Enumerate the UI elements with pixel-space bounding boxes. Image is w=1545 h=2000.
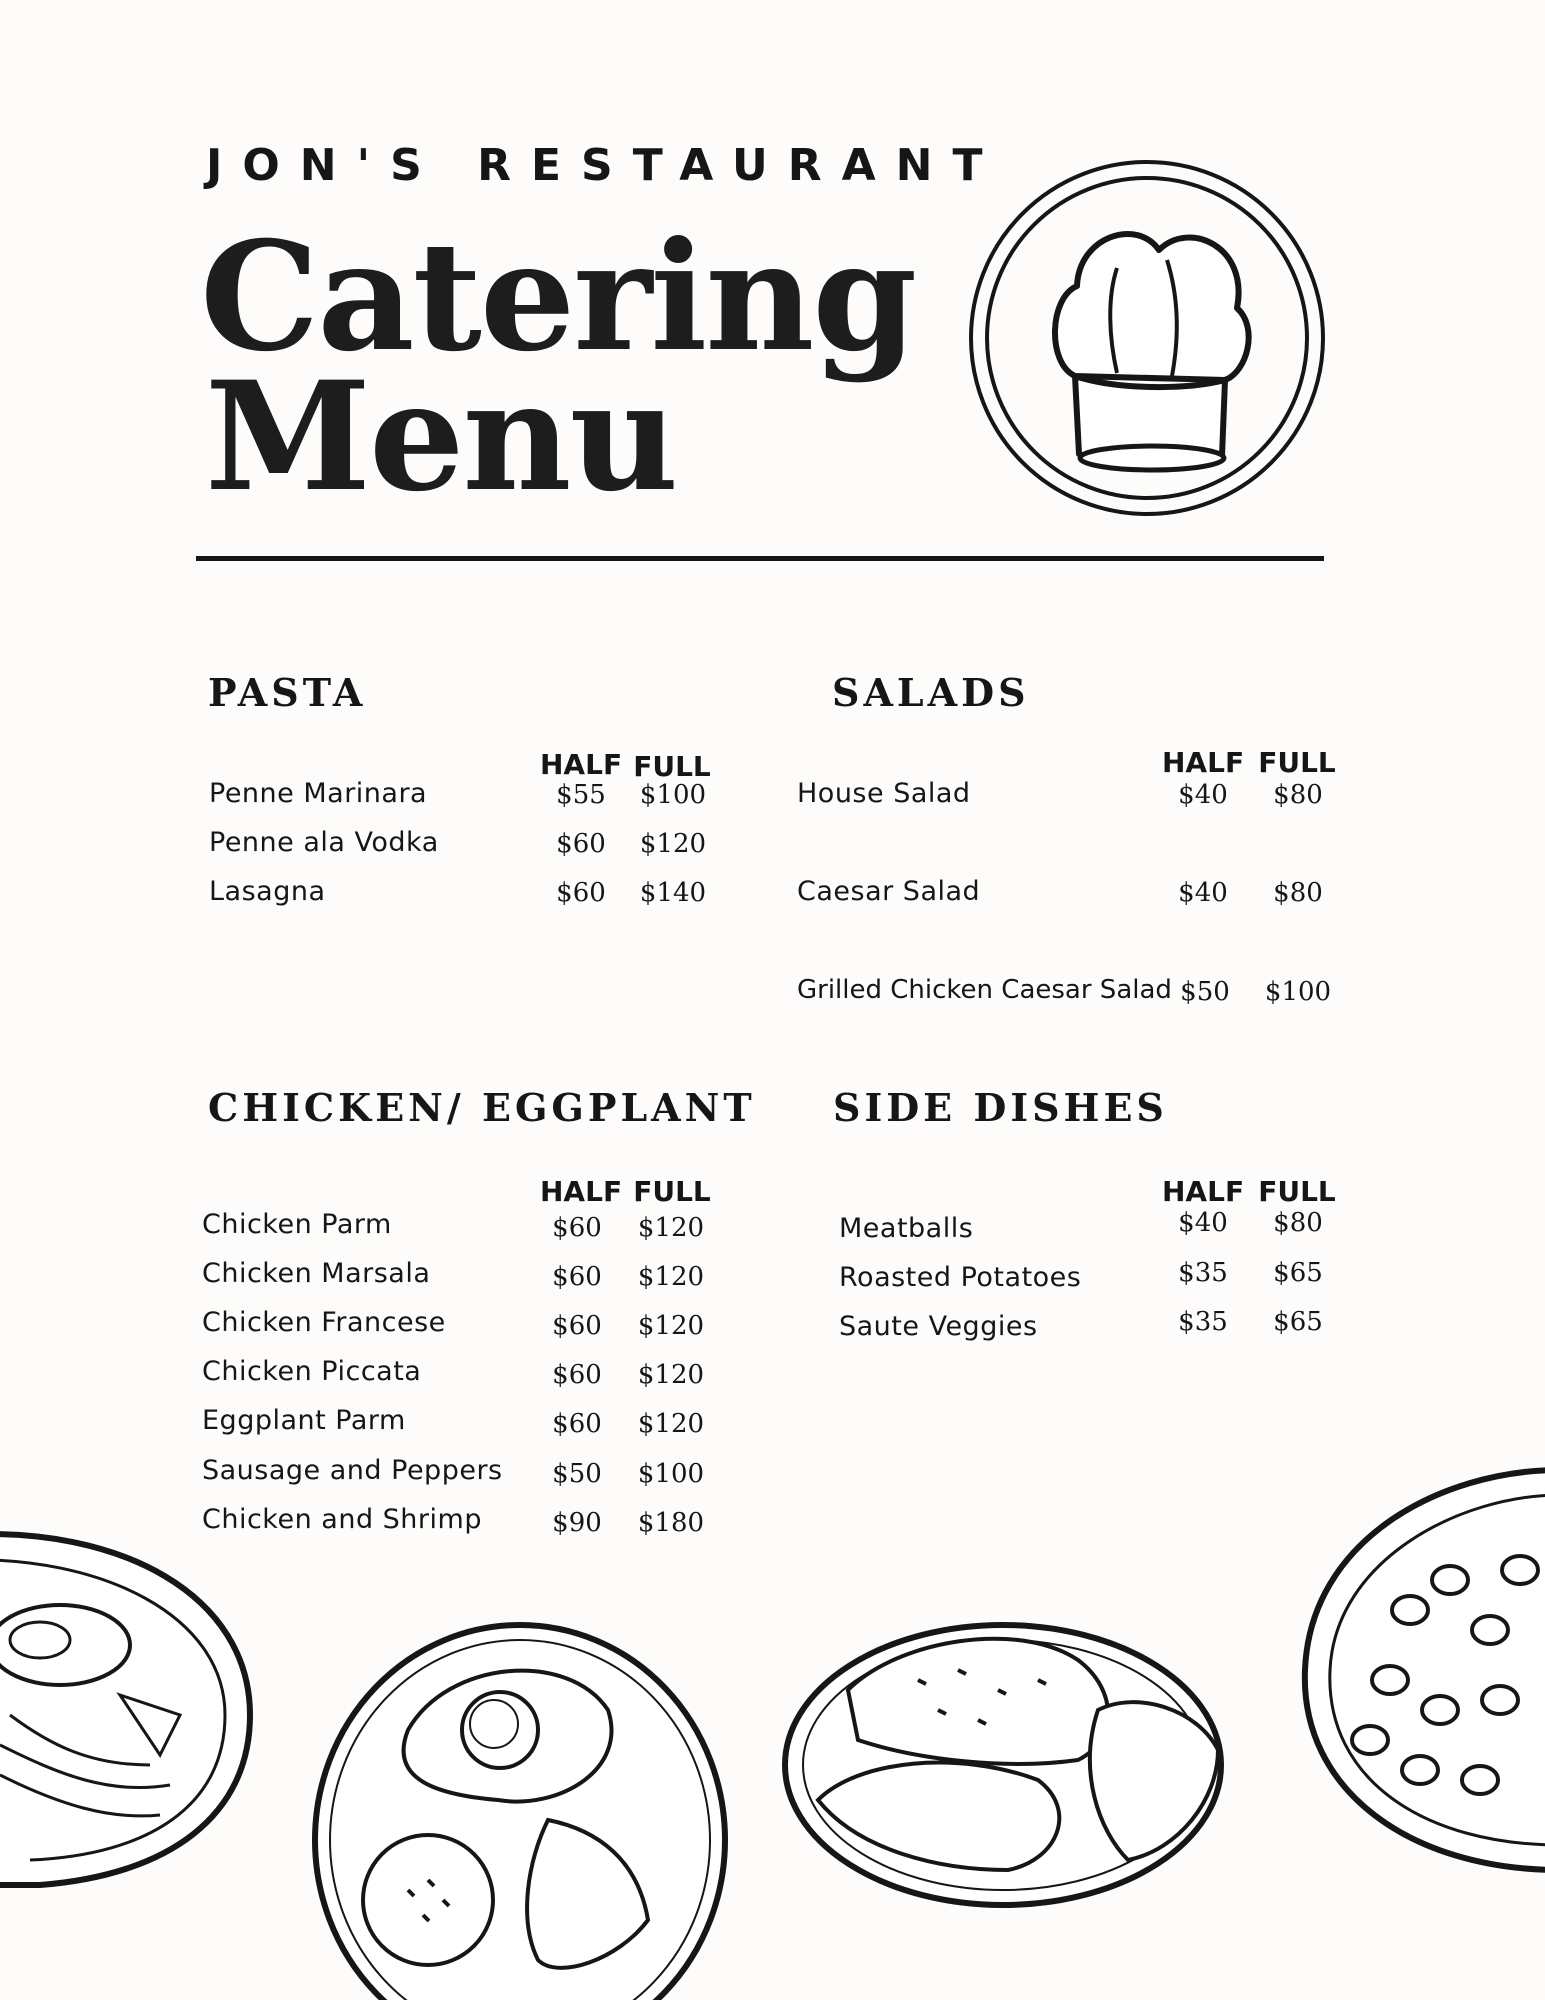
sides-item-half: $35: [1178, 1307, 1228, 1337]
sides-item-name: Saute Veggies: [839, 1311, 1038, 1342]
salads-item-name: House Salad: [797, 778, 971, 809]
sides-item-full: $80: [1273, 1208, 1323, 1238]
salads-item-name: Grilled Chicken Caesar Salad: [797, 975, 1172, 1005]
chicken-item-full: $180: [637, 1508, 705, 1538]
chicken-item-half: $90: [552, 1508, 602, 1538]
chicken-item-half: $50: [552, 1459, 602, 1489]
salads-item-full: $100: [1264, 977, 1332, 1007]
salads-half-header: HALF: [1162, 746, 1245, 779]
sides-item-full: $65: [1273, 1307, 1323, 1337]
header-divider: [196, 556, 1324, 561]
chicken-item-name: Eggplant Parm: [202, 1405, 406, 1436]
pasta-item-half: $60: [556, 878, 606, 908]
chicken-item-full: $100: [637, 1459, 705, 1489]
pasta-item-name: Penne Marinara: [209, 778, 428, 809]
pasta-half-header: HALF: [540, 748, 623, 781]
sides-item-half: $35: [1178, 1258, 1228, 1288]
chicken-half-header: HALF: [540, 1175, 623, 1208]
steak-plate-illustration: [778, 1600, 1233, 1910]
egg-plate-illustration: [308, 1600, 733, 2000]
salads-item-half: $40: [1178, 780, 1228, 810]
chicken-item-half: $60: [552, 1262, 602, 1292]
chicken-item-full: $120: [637, 1360, 705, 1390]
salads-item-half: $40: [1178, 878, 1228, 908]
chicken-item-name: Chicken Marsala: [202, 1258, 431, 1289]
pasta-item-name: Penne ala Vodka: [209, 827, 439, 858]
sides-item-name: Roasted Potatoes: [839, 1262, 1082, 1293]
chicken-full-header: FULL: [633, 1175, 711, 1208]
bean-bowl-illustration: [1290, 1460, 1545, 1880]
chicken-item-full: $120: [637, 1311, 705, 1341]
chicken-item-name: Chicken Piccata: [202, 1356, 422, 1387]
chicken-item-name: Chicken Parm: [202, 1209, 392, 1240]
section-title-side-dishes: SIDE DISHES: [833, 1085, 1168, 1130]
chicken-item-half: $60: [552, 1213, 602, 1243]
chicken-item-name: Chicken and Shrimp: [202, 1504, 482, 1535]
pasta-item-full: $120: [639, 829, 707, 859]
chicken-item-half: $60: [552, 1409, 602, 1439]
menu-title-line2: Menu: [205, 349, 677, 525]
pasta-item-half: $55: [556, 780, 606, 810]
menu-title-line1: Catering: [200, 209, 916, 385]
salads-full-header: FULL: [1258, 746, 1336, 779]
pasta-item-full: $140: [639, 878, 707, 908]
chicken-item-full: $120: [637, 1213, 705, 1243]
sides-item-full: $65: [1273, 1258, 1323, 1288]
pasta-full-header: FULL: [633, 750, 711, 783]
salads-item-name: Caesar Salad: [797, 876, 981, 907]
chicken-item-half: $60: [552, 1360, 602, 1390]
pasta-item-full: $100: [639, 780, 707, 810]
sides-item-half: $40: [1178, 1208, 1228, 1238]
salads-item-full: $80: [1273, 780, 1323, 810]
section-title-chicken-eggplant: CHICKEN/ EGGPLANT: [208, 1085, 756, 1130]
chicken-item-full: $120: [637, 1262, 705, 1292]
sides-full-header: FULL: [1258, 1175, 1336, 1208]
chicken-item-half: $60: [552, 1311, 602, 1341]
section-title-salads: SALADS: [832, 670, 1030, 715]
chef-hat-icon: [967, 158, 1327, 518]
noodle-bowl-illustration: [0, 1515, 260, 1895]
pasta-item-half: $60: [556, 829, 606, 859]
pasta-item-name: Lasagna: [209, 876, 326, 907]
sides-item-name: Meatballs: [839, 1213, 974, 1244]
chicken-item-name: Sausage and Peppers: [202, 1455, 503, 1486]
restaurant-name: JON'S RESTAURANT: [206, 140, 1003, 191]
section-title-pasta: PASTA: [208, 670, 367, 715]
salads-item-half: $50: [1180, 977, 1230, 1007]
chicken-item-name: Chicken Francese: [202, 1307, 446, 1338]
chicken-item-full: $120: [637, 1409, 705, 1439]
salads-item-full: $80: [1273, 878, 1323, 908]
sides-half-header: HALF: [1162, 1175, 1245, 1208]
